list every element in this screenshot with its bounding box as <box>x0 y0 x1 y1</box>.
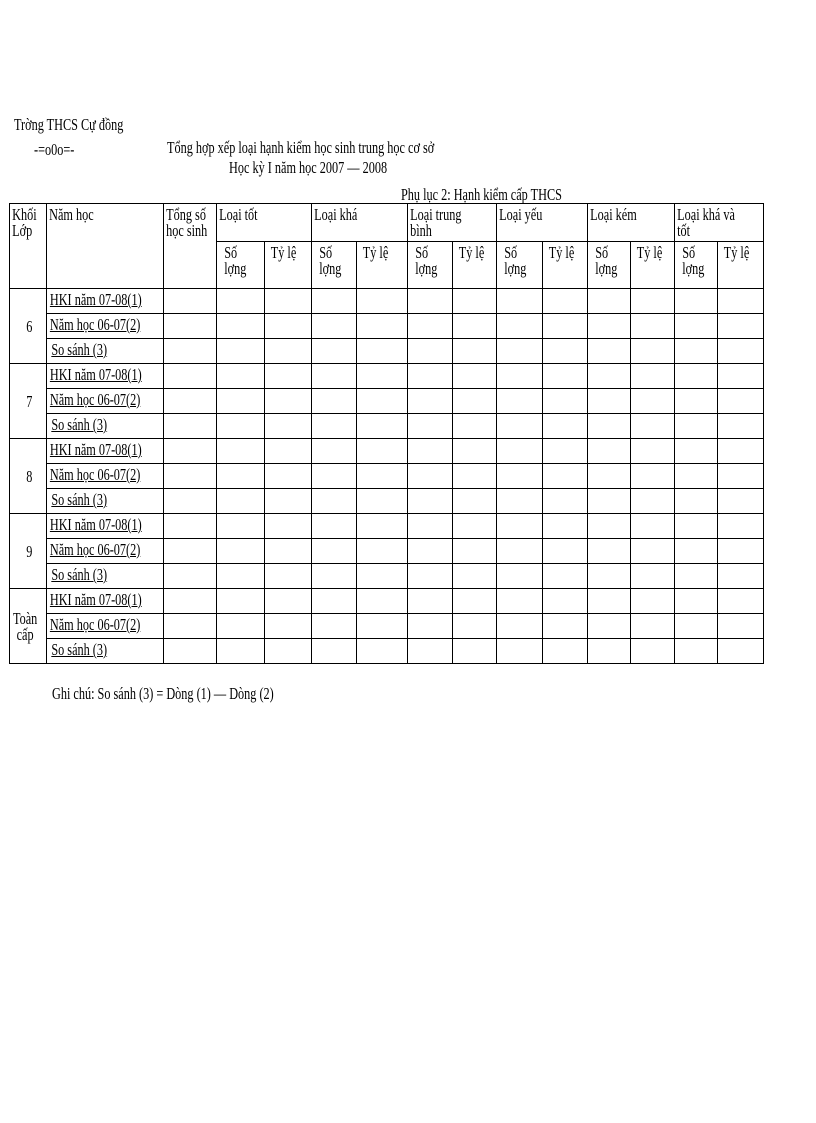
data-cell[interactable] <box>675 539 718 564</box>
table-row <box>10 639 764 664</box>
data-cell[interactable] <box>265 539 312 564</box>
data-cell[interactable] <box>217 364 265 389</box>
data-cell[interactable] <box>675 439 718 464</box>
appendix-label: Phụ lục 2: Hạnh kiểm cấp THCS <box>401 185 562 204</box>
data-cell[interactable] <box>164 314 217 339</box>
data-cell[interactable] <box>497 314 543 339</box>
data-cell[interactable] <box>408 639 453 664</box>
data-cell[interactable] <box>631 639 675 664</box>
data-cell[interactable] <box>497 364 543 389</box>
data-cell[interactable] <box>675 289 718 314</box>
subheader-so-luong: Số lợng <box>408 242 453 289</box>
data-cell[interactable] <box>718 364 764 389</box>
data-cell[interactable] <box>718 564 764 589</box>
data-cell[interactable] <box>453 464 497 489</box>
data-cell[interactable] <box>718 639 764 664</box>
row-label: Năm học 06-07(2) <box>47 464 164 489</box>
khoi-cell: 6 <box>10 289 47 364</box>
data-cell[interactable] <box>357 314 408 339</box>
data-cell[interactable] <box>631 389 675 414</box>
data-cell[interactable] <box>718 589 764 614</box>
data-cell[interactable] <box>497 639 543 664</box>
data-cell[interactable] <box>543 639 588 664</box>
data-cell[interactable] <box>164 639 217 664</box>
data-cell[interactable] <box>357 639 408 664</box>
data-cell[interactable] <box>631 439 675 464</box>
row-label: Năm học 06-07(2) <box>47 389 164 414</box>
data-cell[interactable] <box>453 614 497 639</box>
data-cell[interactable] <box>408 514 453 539</box>
table-row <box>10 364 764 389</box>
data-cell[interactable] <box>718 314 764 339</box>
data-cell[interactable] <box>543 339 588 364</box>
khoi-cell: 9 <box>10 514 47 589</box>
data-cell[interactable] <box>497 439 543 464</box>
data-cell[interactable] <box>217 314 265 339</box>
data-cell[interactable] <box>588 639 631 664</box>
subheader-ty-le: Tỷ lệ <box>453 242 497 289</box>
data-cell[interactable] <box>265 589 312 614</box>
data-cell[interactable] <box>453 389 497 414</box>
data-cell[interactable] <box>631 339 675 364</box>
data-cell[interactable] <box>675 514 718 539</box>
data-cell[interactable] <box>164 364 217 389</box>
data-cell[interactable] <box>497 389 543 414</box>
data-cell[interactable] <box>408 539 453 564</box>
data-cell[interactable] <box>497 539 543 564</box>
data-cell[interactable] <box>357 564 408 589</box>
table-row <box>10 314 764 339</box>
data-cell[interactable] <box>265 289 312 314</box>
data-cell[interactable] <box>453 589 497 614</box>
header-khoi: Khối Lớp <box>10 204 47 289</box>
data-cell[interactable] <box>217 289 265 314</box>
data-cell[interactable] <box>588 364 631 389</box>
header-group-kha-tot: Loại khá và tốt <box>675 204 764 242</box>
data-cell[interactable] <box>408 564 453 589</box>
data-cell[interactable] <box>453 539 497 564</box>
data-cell[interactable] <box>164 564 217 589</box>
table-row <box>10 339 764 364</box>
data-cell[interactable] <box>408 389 453 414</box>
data-cell[interactable] <box>408 589 453 614</box>
data-cell[interactable] <box>675 464 718 489</box>
data-cell[interactable] <box>543 464 588 489</box>
subheader-ty-le: Tỷ lệ <box>543 242 588 289</box>
data-cell[interactable] <box>164 589 217 614</box>
data-cell[interactable] <box>588 514 631 539</box>
data-cell[interactable] <box>265 639 312 664</box>
data-cell[interactable] <box>631 489 675 514</box>
row-label: So sánh (3) <box>47 414 164 439</box>
data-cell[interactable] <box>357 439 408 464</box>
data-cell[interactable] <box>312 364 357 389</box>
data-cell[interactable] <box>675 389 718 414</box>
table-row <box>10 439 764 464</box>
data-cell[interactable] <box>588 389 631 414</box>
data-cell[interactable] <box>217 464 265 489</box>
table-row <box>10 289 764 314</box>
subheader-so-luong: Số lợng <box>675 242 718 289</box>
data-cell[interactable] <box>217 639 265 664</box>
data-cell[interactable] <box>164 489 217 514</box>
row-label: HKI năm 07-08(1) <box>47 439 164 464</box>
separator: -=o0o=- <box>34 140 75 159</box>
data-cell[interactable] <box>718 414 764 439</box>
data-cell[interactable] <box>312 614 357 639</box>
subheader-so-luong: Số lợng <box>312 242 357 289</box>
data-cell[interactable] <box>718 614 764 639</box>
data-cell[interactable] <box>453 439 497 464</box>
data-cell[interactable] <box>588 289 631 314</box>
data-cell[interactable] <box>718 539 764 564</box>
data-cell[interactable] <box>588 464 631 489</box>
header-tong: Tổng số học sinh <box>164 204 217 289</box>
data-cell[interactable] <box>357 389 408 414</box>
data-cell[interactable] <box>588 339 631 364</box>
data-cell[interactable] <box>631 614 675 639</box>
table-row <box>10 489 764 514</box>
data-cell[interactable] <box>543 439 588 464</box>
data-cell[interactable] <box>164 289 217 314</box>
data-cell[interactable] <box>675 614 718 639</box>
row-label: So sánh (3) <box>47 489 164 514</box>
document-subtitle: Học kỳ I năm học 2007 — 2008 <box>229 158 388 177</box>
data-cell[interactable] <box>357 514 408 539</box>
data-cell[interactable] <box>675 564 718 589</box>
data-cell[interactable] <box>543 364 588 389</box>
row-label: Năm học 06-07(2) <box>47 314 164 339</box>
data-cell[interactable] <box>217 339 265 364</box>
data-cell[interactable] <box>543 314 588 339</box>
data-cell[interactable] <box>357 489 408 514</box>
khoi-cell: Toàn cấp <box>10 589 47 664</box>
data-cell[interactable] <box>588 414 631 439</box>
data-cell[interactable] <box>217 414 265 439</box>
header-group-kha: Loại khá <box>312 204 408 242</box>
data-cell[interactable] <box>453 289 497 314</box>
row-label: Năm học 06-07(2) <box>47 539 164 564</box>
data-cell[interactable] <box>631 589 675 614</box>
data-cell[interactable] <box>497 514 543 539</box>
data-cell[interactable] <box>588 564 631 589</box>
data-cell[interactable] <box>265 439 312 464</box>
data-cell[interactable] <box>217 589 265 614</box>
data-cell[interactable] <box>497 589 543 614</box>
data-cell[interactable] <box>675 639 718 664</box>
data-cell[interactable] <box>312 289 357 314</box>
conduct-summary-table <box>9 203 764 664</box>
data-cell[interactable] <box>543 589 588 614</box>
table-row <box>10 414 764 439</box>
data-cell[interactable] <box>312 414 357 439</box>
row-label: HKI năm 07-08(1) <box>47 289 164 314</box>
data-cell[interactable] <box>497 564 543 589</box>
data-cell[interactable] <box>312 514 357 539</box>
data-cell[interactable] <box>312 639 357 664</box>
data-cell[interactable] <box>357 289 408 314</box>
data-cell[interactable] <box>588 589 631 614</box>
subheader-so-luong: Số lợng <box>588 242 631 289</box>
data-cell[interactable] <box>718 489 764 514</box>
data-cell[interactable] <box>453 339 497 364</box>
data-cell[interactable] <box>357 339 408 364</box>
data-cell[interactable] <box>312 439 357 464</box>
data-cell[interactable] <box>408 339 453 364</box>
data-cell[interactable] <box>453 639 497 664</box>
data-cell[interactable] <box>164 514 217 539</box>
data-cell[interactable] <box>675 364 718 389</box>
data-cell[interactable] <box>357 464 408 489</box>
data-cell[interactable] <box>408 614 453 639</box>
row-label: Năm học 06-07(2) <box>47 614 164 639</box>
data-cell[interactable] <box>718 339 764 364</box>
table-row <box>10 514 764 539</box>
data-cell[interactable] <box>357 364 408 389</box>
data-cell[interactable] <box>217 439 265 464</box>
header-group-yeu: Loại yếu <box>497 204 588 242</box>
data-cell[interactable] <box>718 514 764 539</box>
subheader-so-luong: Số lợng <box>497 242 543 289</box>
data-cell[interactable] <box>164 339 217 364</box>
data-cell[interactable] <box>631 564 675 589</box>
data-cell[interactable] <box>588 314 631 339</box>
table-row <box>10 464 764 489</box>
subheader-so-luong: Số lợng <box>217 242 265 289</box>
data-cell[interactable] <box>217 614 265 639</box>
table-row <box>10 614 764 639</box>
data-cell[interactable] <box>408 414 453 439</box>
data-cell[interactable] <box>312 314 357 339</box>
data-cell[interactable] <box>675 339 718 364</box>
data-cell[interactable] <box>453 564 497 589</box>
header-nam-hoc: Năm học <box>47 204 164 289</box>
data-cell[interactable] <box>497 614 543 639</box>
data-cell[interactable] <box>675 489 718 514</box>
footnote: Ghi chú: So sánh (3) = Dòng (1) — Dòng (2) <box>52 684 274 703</box>
data-cell[interactable] <box>217 564 265 589</box>
data-cell[interactable] <box>265 389 312 414</box>
data-cell[interactable] <box>543 489 588 514</box>
data-cell[interactable] <box>543 414 588 439</box>
data-cell[interactable] <box>408 464 453 489</box>
data-cell[interactable] <box>265 364 312 389</box>
data-cell[interactable] <box>453 314 497 339</box>
data-cell[interactable] <box>497 489 543 514</box>
data-cell[interactable] <box>265 514 312 539</box>
data-cell[interactable] <box>164 464 217 489</box>
data-cell[interactable] <box>312 539 357 564</box>
header-group-tot: Loại tốt <box>217 204 312 242</box>
row-label: So sánh (3) <box>47 564 164 589</box>
header-group-trung-binh: Loại trung bình <box>408 204 497 242</box>
data-cell[interactable] <box>588 614 631 639</box>
table-row <box>10 539 764 564</box>
data-cell[interactable] <box>453 489 497 514</box>
data-cell[interactable] <box>312 339 357 364</box>
row-label: So sánh (3) <box>47 639 164 664</box>
data-cell[interactable] <box>497 414 543 439</box>
data-cell[interactable] <box>265 414 312 439</box>
row-label: HKI năm 07-08(1) <box>47 589 164 614</box>
data-cell[interactable] <box>265 339 312 364</box>
data-cell[interactable] <box>265 564 312 589</box>
data-cell[interactable] <box>497 289 543 314</box>
data-cell[interactable] <box>631 314 675 339</box>
subheader-ty-le: Tỷ lệ <box>718 242 764 289</box>
data-cell[interactable] <box>217 514 265 539</box>
data-cell[interactable] <box>408 439 453 464</box>
data-cell[interactable] <box>453 414 497 439</box>
data-cell[interactable] <box>164 414 217 439</box>
table-row <box>10 589 764 614</box>
data-cell[interactable] <box>718 439 764 464</box>
row-label: So sánh (3) <box>47 339 164 364</box>
header-group-kem: Loại kém <box>588 204 675 242</box>
table-row <box>10 389 764 414</box>
data-cell[interactable] <box>217 539 265 564</box>
data-cell[interactable] <box>543 614 588 639</box>
row-label: HKI năm 07-08(1) <box>47 514 164 539</box>
data-cell[interactable] <box>164 389 217 414</box>
document-title: Tổng hợp xếp loại hạnh kiểm học sinh trung học cơ sở <box>167 138 435 157</box>
data-cell[interactable] <box>497 339 543 364</box>
data-cell[interactable] <box>265 314 312 339</box>
school-name: Trờng THCS Cự đồng <box>14 115 124 134</box>
subheader-ty-le: Tỷ lệ <box>265 242 312 289</box>
data-cell[interactable] <box>408 314 453 339</box>
subheader-ty-le: Tỷ lệ <box>357 242 408 289</box>
table-row <box>10 564 764 589</box>
data-cell[interactable] <box>543 564 588 589</box>
data-cell[interactable] <box>312 489 357 514</box>
data-cell[interactable] <box>312 464 357 489</box>
data-cell[interactable] <box>312 589 357 614</box>
data-cell[interactable] <box>497 464 543 489</box>
data-cell[interactable] <box>675 314 718 339</box>
data-cell[interactable] <box>408 489 453 514</box>
data-cell[interactable] <box>265 464 312 489</box>
data-cell[interactable] <box>408 289 453 314</box>
data-cell[interactable] <box>217 489 265 514</box>
data-cell[interactable] <box>631 514 675 539</box>
data-cell[interactable] <box>312 564 357 589</box>
header-row-1 <box>10 204 764 242</box>
data-cell[interactable] <box>631 414 675 439</box>
data-cell[interactable] <box>265 489 312 514</box>
data-cell[interactable] <box>675 589 718 614</box>
data-cell[interactable] <box>543 389 588 414</box>
data-cell[interactable] <box>453 364 497 389</box>
data-cell[interactable] <box>631 364 675 389</box>
data-cell[interactable] <box>164 614 217 639</box>
data-cell[interactable] <box>718 289 764 314</box>
data-cell[interactable] <box>675 414 718 439</box>
data-cell[interactable] <box>718 464 764 489</box>
data-cell[interactable] <box>357 414 408 439</box>
data-cell[interactable] <box>357 539 408 564</box>
data-cell[interactable] <box>265 614 312 639</box>
subheader-ty-le: Tỷ lệ <box>631 242 675 289</box>
data-cell[interactable] <box>164 539 217 564</box>
data-cell[interactable] <box>408 364 453 389</box>
data-cell[interactable] <box>453 514 497 539</box>
khoi-cell: 7 <box>10 364 47 439</box>
data-cell[interactable] <box>718 389 764 414</box>
row-label: HKI năm 07-08(1) <box>47 364 164 389</box>
data-cell[interactable] <box>217 389 265 414</box>
data-cell[interactable] <box>357 614 408 639</box>
data-cell[interactable] <box>543 514 588 539</box>
data-cell[interactable] <box>631 464 675 489</box>
data-cell[interactable] <box>164 439 217 464</box>
data-cell[interactable] <box>588 439 631 464</box>
data-cell[interactable] <box>631 289 675 314</box>
data-cell[interactable] <box>543 539 588 564</box>
khoi-cell: 8 <box>10 439 47 514</box>
data-cell[interactable] <box>588 489 631 514</box>
data-cell[interactable] <box>631 539 675 564</box>
data-cell[interactable] <box>312 389 357 414</box>
data-cell[interactable] <box>357 589 408 614</box>
data-cell[interactable] <box>543 289 588 314</box>
data-cell[interactable] <box>588 539 631 564</box>
